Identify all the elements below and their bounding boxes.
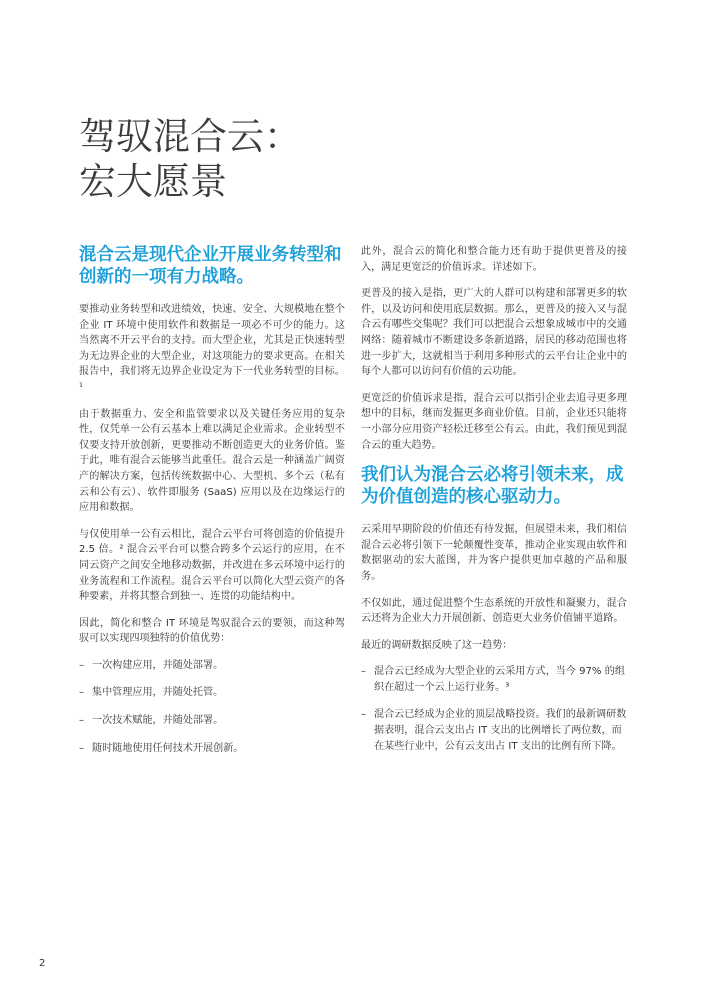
list-item: – 集中管理应用，并随处托管。: [79, 685, 345, 701]
right-paragraph-2: 更普及的接入是指，更广大的人群可以构建和部署更多的软件，以及访问和使用底层数据。那么，更普及的接入又与混合云有哪些交集呢？我们可以把混合云想象成城市中的交通网络：随着城市不断建设多条新道路，居民的移动范围也将进一步扩大，这就相当于利用多种形式的云平台让企业中的每个人都可以访问有价值的云功能。: [361, 288, 627, 378]
right-paragraph-1: 此外，混合云的简化和整合能力还有助于提供更普及的接入，满足更宽泛的价值诉求。详述如下。: [361, 246, 627, 273]
right-paragraph-5: 不仅如此，通过促进整个生态系统的开放性和凝聚力，混合云还将为企业大力开展创新、创造更大业务价值铺平道路。: [361, 597, 627, 625]
page-title-line-2: 宏大愿景: [79, 160, 227, 203]
page-number: 2: [39, 958, 46, 969]
list-item: – 混合云已经成为企业的顶层战略投资。我们的最新调研数据表明，混合云支出占 IT 支出的比例增长了两位数，而在某些行业中，公有云支出占 IT 支出的比例有所下降。: [361, 707, 627, 754]
page-title-line-1: 驾驭混合云：: [79, 115, 301, 158]
survey-findings-list: [361, 664, 627, 754]
right-paragraph-6: 最近的调研数据反映了这一趋势：: [361, 639, 513, 651]
right-paragraph-4: 云采用早期阶段的价值还有待发掘，但展望未来，我们相信混合云必将引领下一轮颠覆性变革，推动企业实现由软件和数据驱动的宏大蓝图，并为客户提供更加卓越的产品和服务。: [361, 524, 627, 582]
value-advantages-list: [79, 658, 345, 756]
right-paragraph-3: 更宽泛的价值诉求是指，混合云可以指引企业去追寻更多理想中的目标，继而发掘更多商业价值。目前，企业还只能将一小部分应用资产轻松迁移至公有云。由此，我们预见到混合云的重大趋势。: [361, 392, 627, 451]
right-column: [361, 244, 627, 766]
left-paragraph-4: 因此，简化和整合 IT 环境是驾驭混合云的要领，而这种驾驭可以实现四项独特的价值优势：: [79, 617, 345, 645]
page-title: [79, 114, 479, 204]
list-item: – 混合云已经成为大型企业的云采用方式，当今 97% 的组织在超过一个云上运行业务。³: [361, 664, 627, 695]
right-headline: 我们认为混合云必将引领未来，成为价值创造的核心驱动力。: [361, 465, 624, 508]
left-paragraph-3: 与仅使用单一公有云相比，混合云平台可将创造的价值提升 2.5 倍。² 混合云平台可以整合跨多个云运行的应用，在不同云资产之间安全地移动数据，并改进在多云环境中运行的业务流程和工作流程。混合云平台可以简化大型云资产的各种要素，并将其整合到独一、连贯的功能结构中。: [79, 528, 345, 603]
left-paragraph-2: 由于数据重力、安全和监管要求以及关键任务应用的复杂性，仅凭单一公有云基本上难以满足企业需求。企业转型不仅要支持开放创新，更要推动不断创造更大的业务价值。鉴于此，唯有混合云能够当此重任。混合云是一种涵盖广阔资产的解决方案，包括传统数据中心、大型机、多个云（私有云和公有云）、软件即服务 (SaaS) 应用以及在边缘运行的应用和数据。: [79, 408, 345, 514]
left-paragraph-1: 要推动业务转型和改进绩效，快速、安全、大规模地在整个企业 IT 环境中使用软件和数据是一项必不可少的能力。这当然离不开云平台的支持。而大型企业，尤其是正快速转型为无边界企业的大型企业，对这项能力的要求更高。在相关报告中，我们将无边界企业设定为下一代业务转型的目标。¹: [79, 304, 345, 393]
list-item: – 一次构建应用，并随处部署。: [79, 658, 345, 674]
list-item: – 随时随地使用任何技术开展创新。: [79, 741, 345, 757]
left-headline: 混合云是现代企业开展业务转型和创新的一项有力战略。: [79, 245, 342, 287]
list-item: – 一次技术赋能，并随处部署。: [79, 713, 345, 729]
left-column: [79, 244, 345, 768]
